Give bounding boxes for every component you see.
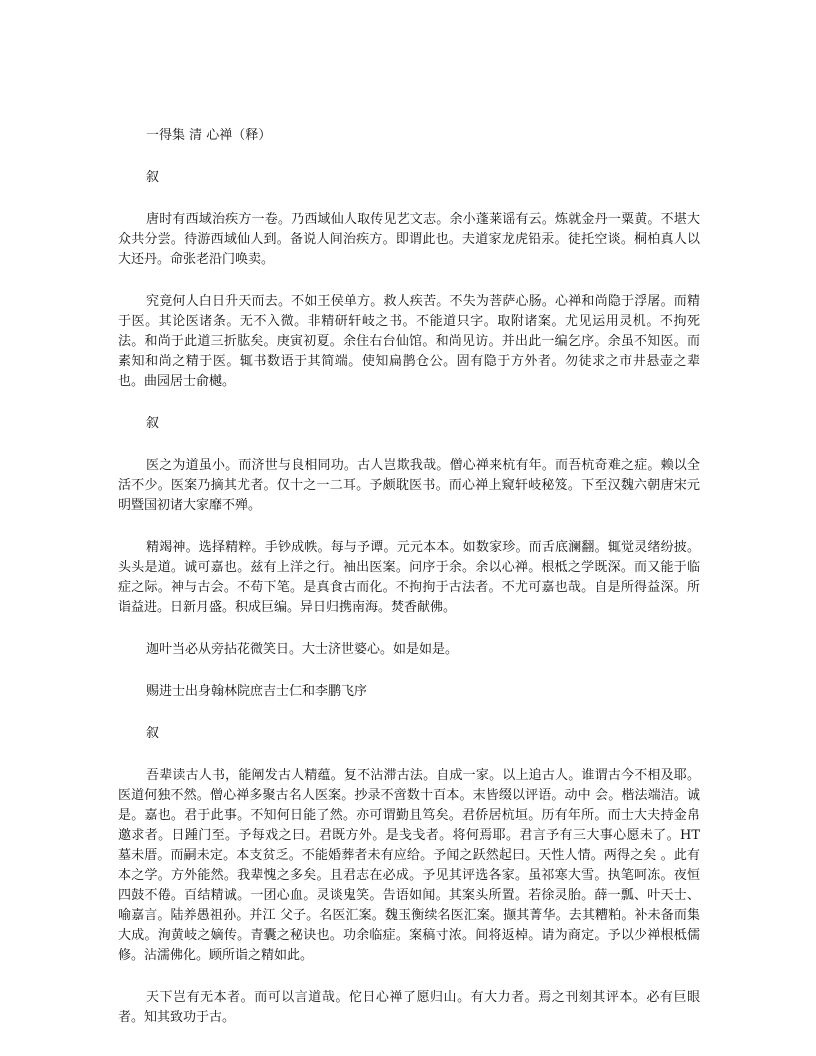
preface-author-line: 赐进士出身翰林院庶吉士仁和李鹏飞序 [146, 684, 368, 699]
paragraph: 迦叶当必从旁拈花微笑日。大士济世婆心。如是如是。 [146, 642, 459, 657]
section-heading: 叙 [146, 170, 160, 185]
section-heading: 叙 [146, 416, 160, 431]
paragraph: 天下岂有无本者。而可以言道哉。佗日心禅了愿归山。有大力者。焉之刊刻其评本。必有巨眼者。知其致功于古。 [118, 990, 700, 1025]
document-page [118, 126, 700, 1028]
section-heading: 叙 [146, 726, 160, 741]
paragraph: 究竟何人白日升天而去。不如王侯单方。救人疾苦。不失为菩萨心肠。心禅和尚隐于浮屠。而精于医。其论医诸条。无不入微。非精研轩岐之书。不能道只字。取附诸案。尤见运用灵机。不拘死法。和尚于此道三折肱矣。庚寅初夏。余住右台仙馆。和尚见访。并出此一编乞序。余虽不知医。而素知和尚之精于医。辄书数语于其简端。使知扁鹊仓公。固有隐于方外者。勿徒求之市井悬壶之辈也。曲园居士俞樾。 [118, 294, 700, 389]
document-title: 一得集 清 心禅（释） [146, 128, 272, 143]
paragraph: 吾辈读古人书，能阐发古人精蕴。复不沾滞古法。自成一家。以上追古人。谁谓古今不相及耶。医道何独不然。僧心禅多聚古名人医案。抄录不啻数十百本。末皆缀以评语。动中 会。楷法端洁。诚是。嘉也。君于此事。不知何日能了然。亦可谓勤且笃矣。君侨居杭垣。历有年所。而士大夫持金帛邀求者。日踵门至。予每戏之曰。君既方外。是戋戋者。将何焉耶。君言予有三大事心愿未了。HT 墓未厝。而嗣未定。本支贫乏。不能婚葬者未有应给。予闻之跃然起曰。天性人情。两得之矣 。此有本之学。方外能然。我辈愧之多矣。且君志在必成。予见其评选各家。虽祁寒大雪。执笔呵冻。夜恒四鼓不倦。百结精诚。一团心血。灵谈鬼笑。告语如闻。其案头所置。若徐灵胎。薛一瓢、叶天士、喻嘉言。陆养愚祖孙。并江 父子。名医汇案。魏玉衡续名医汇案。撷其菁华。去其糟粕。补未备而集大成。洵黄岐之嫡传。青囊之秘诀也。功余临症。案稿寸浓。间将返棹。请为商定。予以少禅根柢儒修。沾濡佛化。顾所诣之精如此。 [118, 768, 700, 963]
paragraph: 唐时有西域治疾方一卷。乃西域仙人取传见艺文志。余小蓬莱谣有云。炼就金丹一粟黄。不堪大众共分尝。待游西域仙人到。备说人间治疾方。即谓此也。夫道家龙虎铅汞。徒托空谈。桐柏真人以大还丹。命张老沿门唤卖。 [118, 212, 700, 267]
paragraph: 精竭神。选择精粹。手钞成帙。每与予谭。元元本本。如数家珍。而舌底澜翻。辄觉灵绪纷披。头头是道。诚可嘉也。兹有上洋之行。袖出医案。问序于余。余以心禅。根柢之学既深。而又能于临症之际。神与古会。不苟下笔。是真食古而化。不拘拘于古法者。不尤可嘉也哉。自是所得益深。所诣益进。日新月盛。积成巨编。异日归携南海。焚香献佛。 [118, 540, 700, 615]
paragraph: 医之为道虽小。而济世与良相同功。古人岂欺我哉。僧心禅来杭有年。而吾杭奇难之症。赖以全活不少。医案乃摘其尤者。仅十之一二耳。予颇耽医书。而心禅上窥轩岐秘笈。下至汉魏六朝唐宋元明暨国初诸大家靡不殚。 [118, 458, 700, 513]
